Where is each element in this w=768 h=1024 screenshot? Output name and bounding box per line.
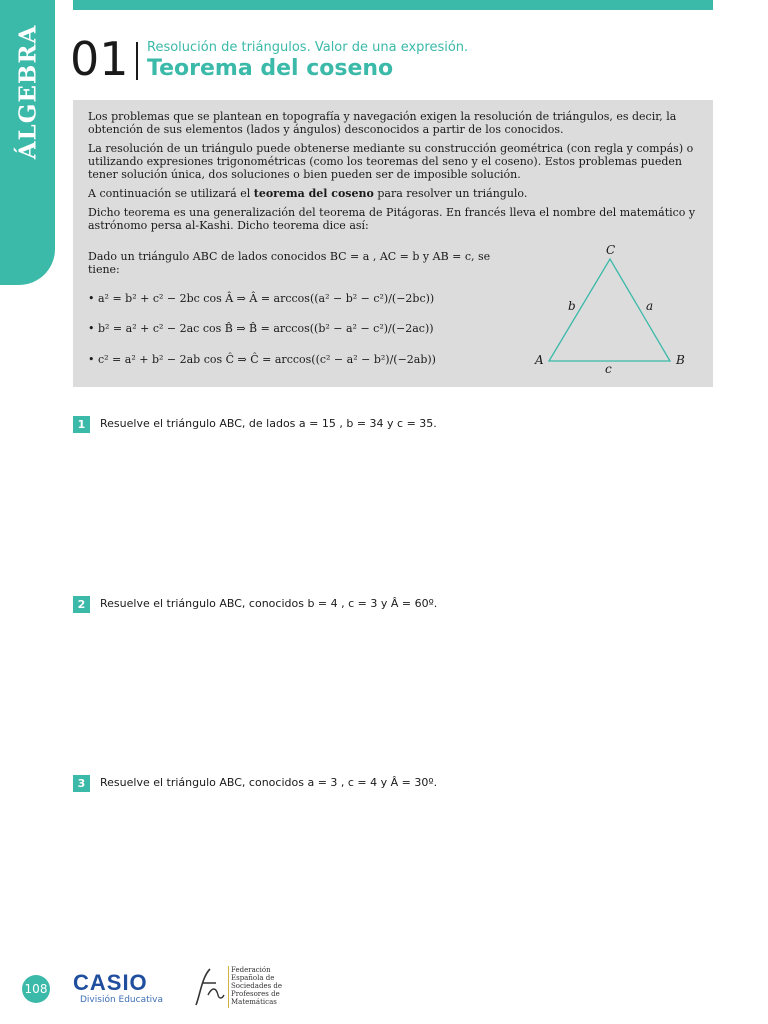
intro-paragraph-2: La resolución de un triángulo puede obtenerse mediante su construcción geométrica (con regla y compás) o utilizando expresiones trigonométricas (como los teoremas del seno y el coseno). Estos problemas pueden tener solución única, dos soluciones o bien pueden ser de imposible solución.	[88, 142, 694, 181]
exercise-text: Resuelve el triángulo ABC, de lados a = 15 , b = 34 y c = 35.	[100, 417, 437, 430]
page-title: Teorema del coseno	[147, 56, 394, 81]
exercise-number-badge: 3	[73, 775, 90, 792]
intro-paragraph-3	[88, 187, 700, 200]
fespm-line-3: Sociedades de	[231, 982, 283, 990]
intro-p3-before: A continuación se utilizará el	[88, 187, 254, 200]
theory-text	[88, 110, 700, 238]
side-section-tab	[0, 0, 55, 285]
side-b-label: b	[568, 299, 576, 313]
given-statement: Dado un triángulo ABC de lados conocidos BC = a , AC = b y AB = c, se tiene:	[88, 250, 491, 276]
triangle-diagram	[533, 243, 703, 378]
exercise-3	[73, 775, 713, 795]
casio-logo: CASIO	[73, 970, 148, 995]
fespm-line-2: Española de	[231, 974, 275, 982]
cosine-formula-b: • b² = a² + c² − 2ac cos B̂ ⇒ B̂ = arccos((b² − a² − c²)/(−2ac))	[88, 322, 434, 335]
intro-paragraph-1: Los problemas que se plantean en topografía y navegación exigen la resolución de triángulos, es decir, la obtención de sus elementos (lados y ángulos) desconocidos a partir de los conocidos.	[88, 110, 677, 136]
page-number-badge: 108	[22, 975, 50, 1003]
top-accent-bar	[73, 0, 713, 10]
vertex-a-label: A	[535, 353, 544, 367]
intro-paragraph-4: Dicho teorema es una generalización del teorema de Pitágoras. En francés lleva el nombre del matemático y astrónomo persa al-Kashi. Dicho teorema dice así:	[88, 206, 696, 232]
fespm-line-5: Matemáticas	[231, 998, 277, 1006]
exercise-text: Resuelve el triángulo ABC, conocidos b = 4 , c = 3 y Â = 60º.	[100, 597, 438, 610]
side-c-label: c	[605, 362, 612, 376]
fespm-line-4: Profesores de	[231, 990, 280, 998]
intro-p3-after: para resolver un triángulo.	[373, 187, 528, 200]
theory-box	[73, 100, 713, 387]
page-subtitle: Resolución de triángulos. Valor de una expresión.	[147, 40, 469, 55]
fespm-name	[231, 966, 282, 1006]
unit-number: 01	[70, 32, 129, 86]
exercise-1	[73, 416, 713, 436]
vertex-c-label: C	[606, 243, 616, 257]
unit-separator	[136, 42, 138, 80]
exercise-text: Resuelve el triángulo ABC, conocidos a = 3 , c = 4 y Â = 30º.	[100, 776, 438, 789]
intro-p3-bold: teorema del coseno	[253, 187, 374, 200]
side-section-label: ÁLGEBRA	[14, 24, 42, 160]
fespm-line-1: Federación	[231, 966, 271, 974]
exercise-number-badge: 1	[73, 416, 90, 433]
vertex-b-label: B	[676, 353, 685, 367]
fespm-divider	[228, 966, 229, 1008]
cosine-formula-c: • c² = a² + b² − 2ab cos Ĉ ⇒ Ĉ = arccos((c² − a² − b²)/(−2ab))	[88, 353, 436, 366]
fespm-logo-icon	[186, 965, 226, 1009]
exercise-2	[73, 596, 713, 616]
exercise-number-badge: 2	[73, 596, 90, 613]
side-a-label: a	[646, 299, 654, 313]
casio-subtitle: División Educativa	[80, 995, 163, 1005]
cosine-formula-a: • a² = b² + c² − 2bc cos Â ⇒ Â = arccos((a² − b² − c²)/(−2bc))	[88, 292, 435, 305]
